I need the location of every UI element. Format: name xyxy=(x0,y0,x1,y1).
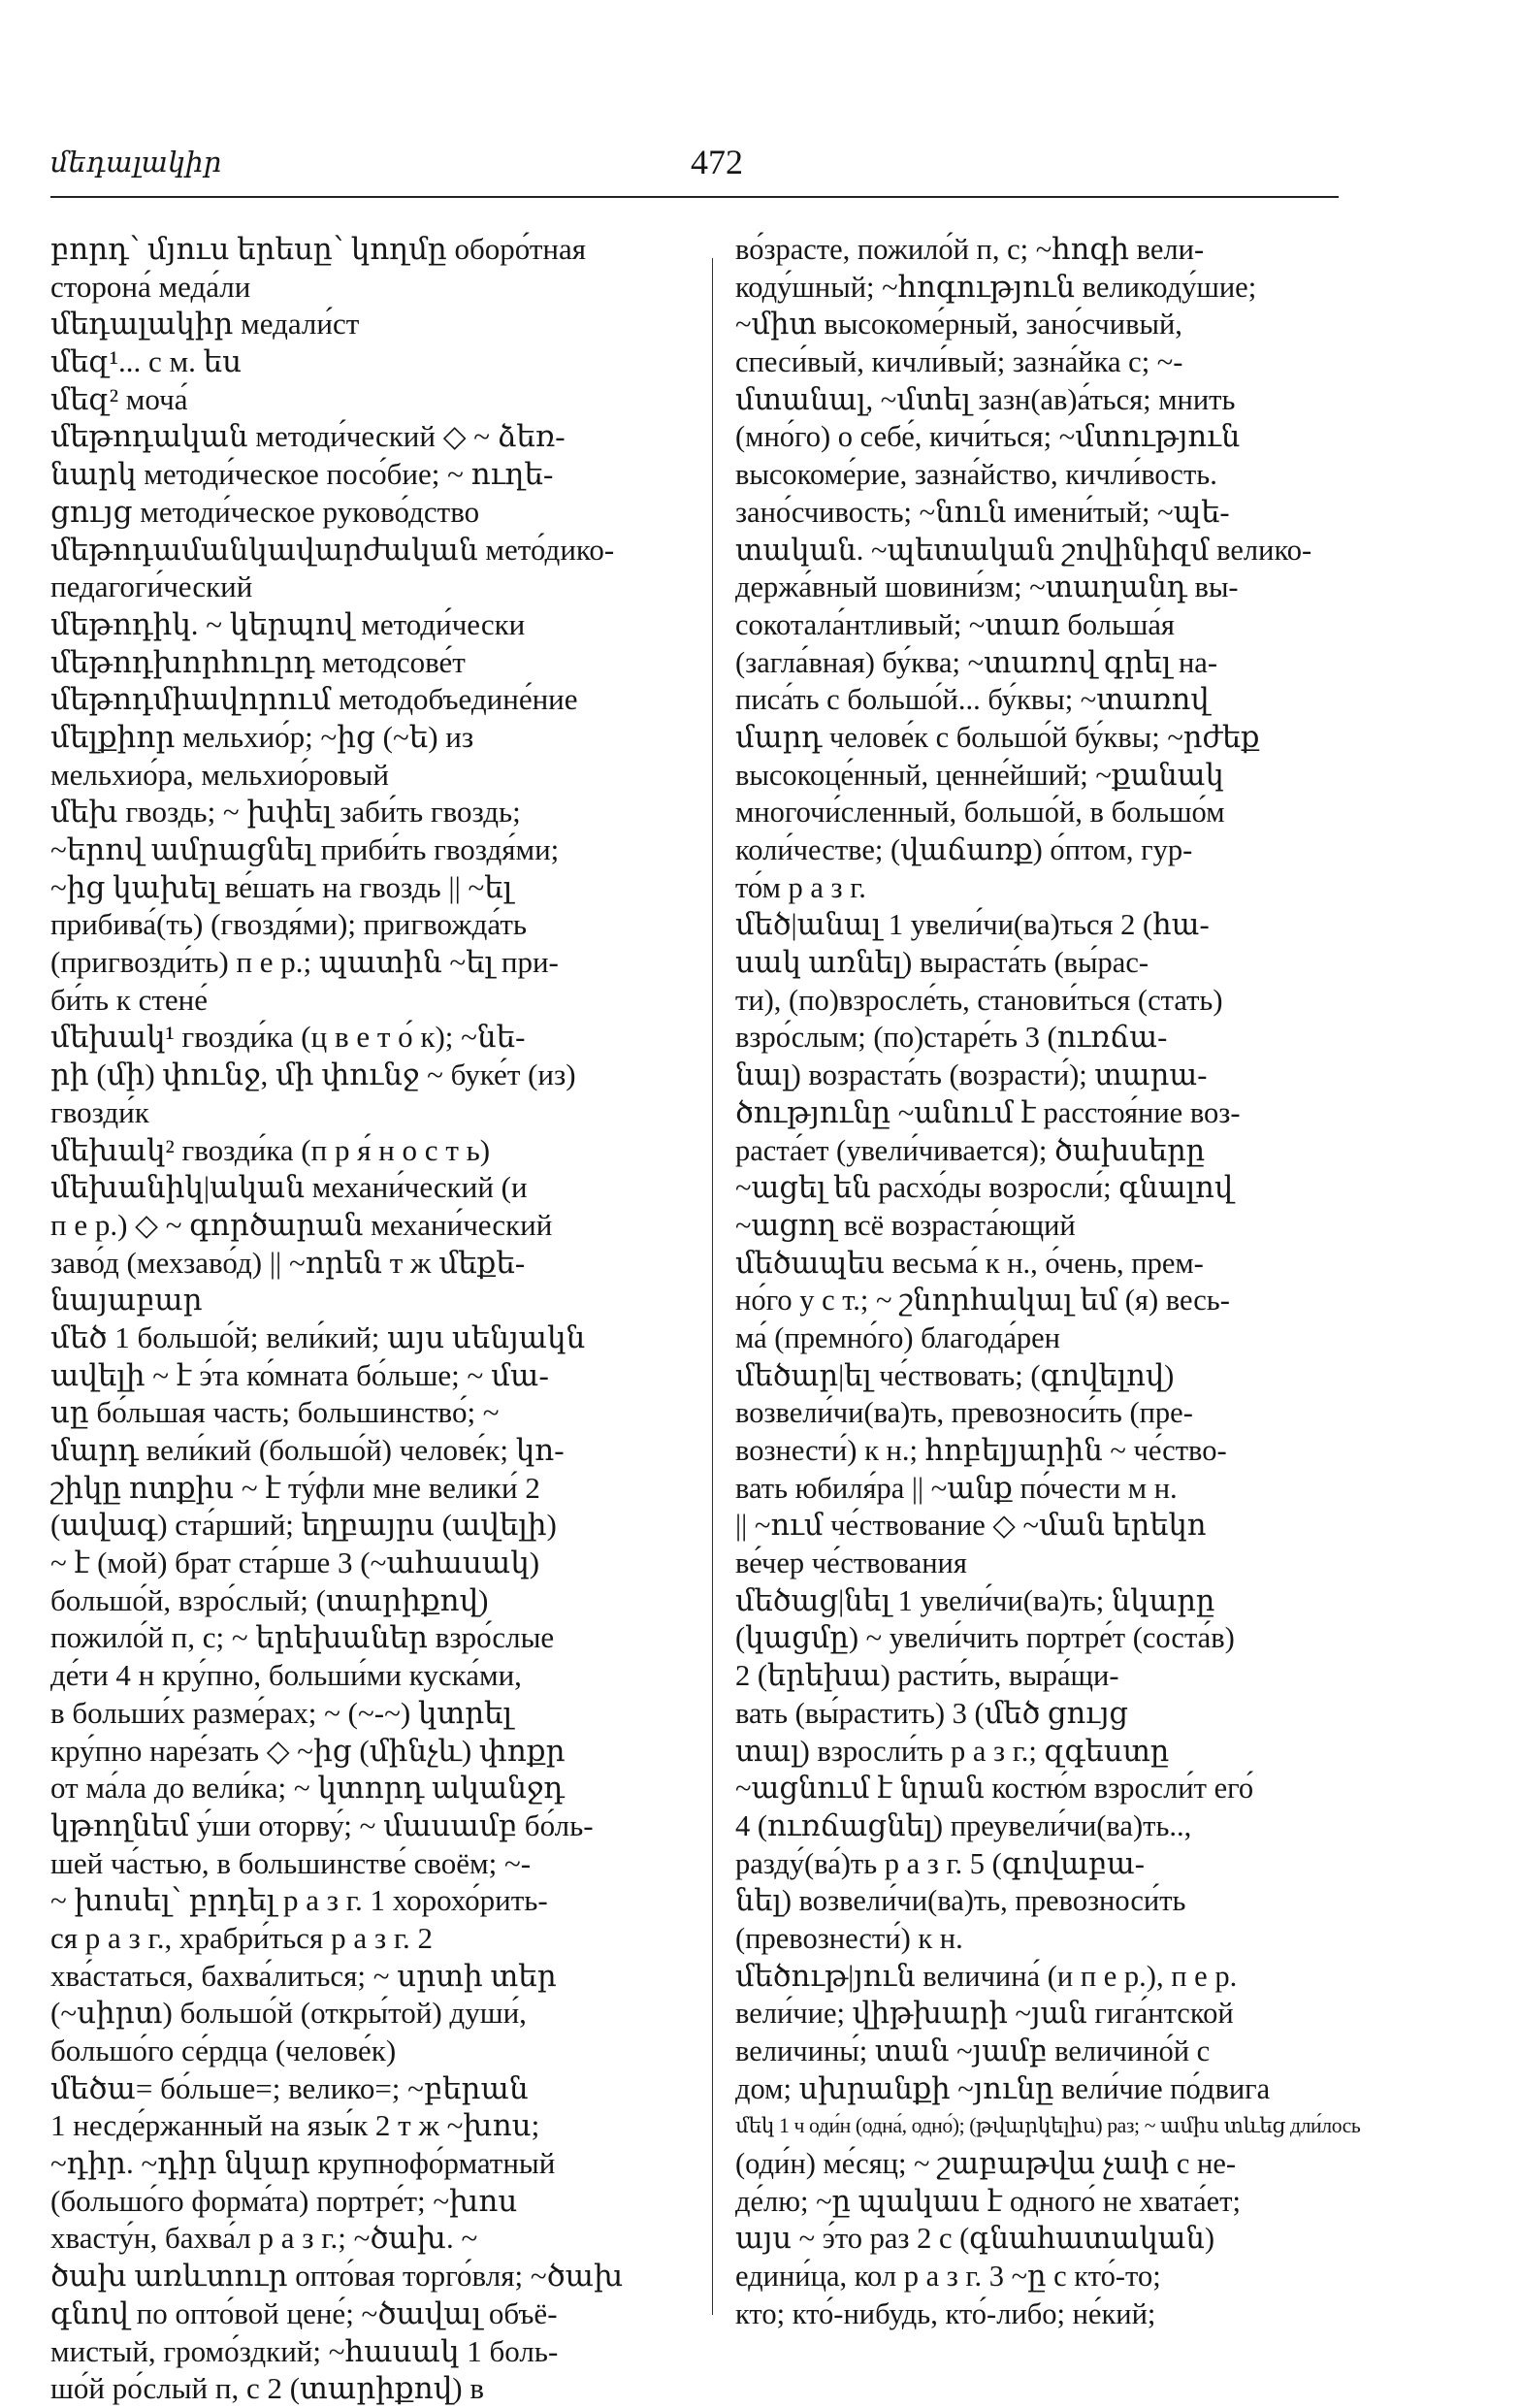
entry-line: մեծ|անալ 1 увели́чи(ва)ться 2 (հա- xyxy=(735,908,1210,942)
entry-line: բորդ՝ մյուս երեսը՝ կողմը оборо́тная xyxy=(50,232,587,266)
entry-line: возвели́чи(ва)ть, превозноси́ть (пре- xyxy=(735,1396,1193,1430)
left-column xyxy=(50,231,683,2408)
entry-line: мистый, громо́здкий; ~հասակ 1 боль- xyxy=(50,2333,559,2368)
entry-line: то́м р а з г. xyxy=(735,870,866,904)
entry-line: вать юбиля́ра || ~անք по́чести м н. xyxy=(735,1471,1178,1505)
entry-line: разду́(ва́)ть р а з г. 5 (գովաբա- xyxy=(735,1846,1145,1880)
entry-line: (превознести́) к н. xyxy=(735,1921,963,1955)
entry-line: մելքիոր мельхио́р; ~ից (~ե) из xyxy=(50,719,474,754)
entry-line: вознести́) к н.; հոբելյարին ~ че́ство- xyxy=(735,1434,1227,1467)
entry-line: մարդ вели́кий (большо́й) челове́к; կո- xyxy=(50,1433,565,1467)
entry-line: մեթոդխորհուրդ методсове́т xyxy=(50,644,466,679)
entry-line: гвозди́к xyxy=(50,1094,149,1129)
entry-line: մեծաց|նել 1 увели́чи(ва)ть; նկարը xyxy=(735,1583,1215,1617)
entry-line: де́ти 4 н кру́пно, больши́ми куска́ми, xyxy=(50,1658,522,1693)
entry-line: п е р.) ◇ ~ գործարան механи́ческий xyxy=(50,1207,553,1242)
entry-line: մեթոդական методи́ческий ◇ ~ ձեռ- xyxy=(50,419,566,454)
entry-line: писа́ть с большо́й... бу́квы; ~տառով xyxy=(735,683,1210,717)
entry-line: ~միտ высокоме́рный, зано́счивый, xyxy=(735,308,1182,342)
entry-line: высокоме́рие, зазна́йство, кичли́вость. xyxy=(735,458,1217,492)
entry-line: зано́счивость; ~նուն имени́тый; ~պե- xyxy=(735,495,1230,529)
entry-line: մեխ гвоздь; ~ խփել заби́ть гвоздь; xyxy=(50,795,521,830)
entry-line: вать (вы́растить) 3 (մեծ ցույց xyxy=(735,1696,1129,1730)
entry-line: մեծա= бо́льше=; велико=; ~բերան xyxy=(50,2070,529,2105)
entry-line: ~երով ամրացնել приби́ть гвоздя́ми; xyxy=(50,832,560,866)
entry-line: նել) возвели́чи(ва)ть, превозноси́ть xyxy=(735,1884,1186,1918)
entry-line: высокоце́нный, ценне́йший; ~քանակ xyxy=(735,758,1224,792)
entry-line: մեխակ² гвозди́ка (п р я́ н о с т ь) xyxy=(50,1132,491,1167)
entry-line: прибива́(ть) (гвоздя́ми); пригвожда́ть xyxy=(50,907,528,942)
entry-line: րի (մի) փունջ, մի փունջ ~ буке́т (из) xyxy=(50,1058,576,1092)
entry-line: մեթոդիկ. ~ կերպով методи́чески xyxy=(50,606,526,641)
entry-line: 4 (ուռճացնել) преувели́чи(ва)ть.., xyxy=(735,1808,1192,1842)
entry-line: сокотала́нтливый; ~տառ больша́я xyxy=(735,607,1175,641)
entry-line: (~սիրտ) большо́й (откры́той) души́, xyxy=(50,1996,527,2031)
page-header xyxy=(50,143,1339,186)
entry-line: большо́го се́рдца (челове́к) xyxy=(50,2034,397,2067)
entry-line: մեկ 1 ч оди́н (одна́, одно́); (թվարկելիս) раз; ~ ամիս տևեց дли́лось xyxy=(735,2114,1361,2138)
entry-line: մարդ челове́к с большо́й бу́квы; ~րժեք xyxy=(735,720,1260,754)
entry-line: կթողնեմ у́ши оторву́; ~ մասամբ бо́ль- xyxy=(50,1807,594,1842)
entry-line: (загла́вная) бу́ква; ~տառով գրել на- xyxy=(735,645,1217,679)
entry-line: спеси́вый, кичли́вый; зазна́йка с; ~- xyxy=(735,345,1183,379)
entry-line: ~ացնում է նրան костю́м взросли́т его́ xyxy=(735,1772,1254,1806)
entry-line: մեծ 1 большо́й; вели́кий; այս սենյակն xyxy=(50,1319,586,1354)
entry-line: ~դիր. ~դիր նկար крупнофо́рматный xyxy=(50,2146,556,2181)
header-rule xyxy=(50,196,1339,198)
entry-line: (оди́н) ме́сяц; ~ շաբաթվա չափ с не- xyxy=(735,2147,1237,2181)
entry-line: в больши́х разме́рах; ~ (~-~) կտրել xyxy=(50,1695,513,1730)
entry-line: едини́ца, кол р а з г. 3 ~ը с кто́-то; xyxy=(735,2260,1161,2294)
entry-line: ти), (по)взросле́ть, станови́ться (стать) xyxy=(735,983,1223,1017)
entry-line: (կացմը) ~ увели́чить портре́т (соста́в) xyxy=(735,1621,1235,1655)
entry-line: մեթոդամանկավարժական мето́дико- xyxy=(50,532,615,567)
entry-line: многочи́сленный, большо́й, в большо́м xyxy=(735,796,1225,830)
entry-line: ~ է (мой) брат ста́рше 3 (~ահասակ) xyxy=(50,1546,540,1580)
entry-line: ցույց методи́ческое руково́дство xyxy=(50,494,480,529)
entry-line: раста́ет (увели́чивается); ծախսերը xyxy=(735,1133,1206,1167)
running-head: մեդալակիր xyxy=(50,147,222,179)
entry-line: մեդալակիր медали́ст xyxy=(50,307,360,342)
entry-line: այս ~ э́то раз 2 с (գնահատական) xyxy=(735,2222,1215,2256)
entry-line: գնով по опто́вой цене́; ~ծավալ объё- xyxy=(50,2295,558,2330)
entry-line: педагоги́ческий xyxy=(50,569,253,604)
entry-line: дом; սխրանքի ~յունը вели́чие по́двига xyxy=(735,2071,1271,2105)
entry-line: держа́вный шовини́зм; ~տաղանդ вы- xyxy=(735,570,1239,604)
entry-line: ся р а з г., храбри́ться р а з г. 2 xyxy=(50,1920,434,1955)
entry-line: նարկ методи́ческое посо́бие; ~ ուղե- xyxy=(50,457,554,492)
entry-line: նայաբար xyxy=(50,1283,203,1318)
entry-line: մեխակ¹ гвозди́ка (ц в е т о́ к); ~նե- xyxy=(50,1020,526,1055)
entry-line: величины́; տան ~յամբ величино́й с xyxy=(735,2034,1211,2067)
entry-line: շիկը ոտքիս ~ է ту́фли мне велики́ 2 xyxy=(50,1470,540,1505)
entry-line: ~ից կախել ве́шать на гвоздь || ~ել xyxy=(50,869,513,904)
entry-line: ~ացել են расхо́ды возросли́; գնալով xyxy=(735,1171,1234,1205)
entry-line: մեզ¹... с м. ես xyxy=(50,344,243,379)
entry-line: хва́статься, бахва́литься; ~ սրտի տեր xyxy=(50,1958,557,1993)
entry-line: сторона́ меда́ли xyxy=(50,269,251,304)
entry-line: но́го у с т.; ~ շնորհակալ եմ (я) весь- xyxy=(735,1284,1230,1318)
entry-line: мельхио́ра, мельхио́ровый xyxy=(50,757,389,792)
entry-line: хвасту́н, бахва́л р а з г.; ~ծախ. ~ xyxy=(50,2221,478,2256)
entry-line: де́лю; ~ը պակաս է одного́ не хвата́ет; xyxy=(735,2184,1241,2218)
right-column xyxy=(735,231,1368,2333)
entry-line: ավելի ~ է э́та ко́мната бо́льше; ~ մա- xyxy=(50,1357,549,1392)
entry-line: 2 (երեխա) расти́ть, выра́щи- xyxy=(735,1659,1119,1693)
entry-line: մտանալ, ~մտել зазн(ав)а́ться; мнить xyxy=(735,382,1236,416)
entry-line: кто; кто́-нибудь, кто́-либо; не́кий; xyxy=(735,2296,1156,2330)
entry-line: մեծութ|յուն величина́ (и п е р.), п е р. xyxy=(735,1959,1238,1993)
entry-line: նալ) возраста́ть (возрасти́); տարա- xyxy=(735,1058,1208,1092)
entry-line: սակ առնել) выраста́ть (вы́рас- xyxy=(735,946,1149,980)
entry-line: (ավագ) ста́рший; եղբայրս (ավելի) xyxy=(50,1508,557,1543)
entry-line: 1 несде́ржанный на язы́к 2 т ж ~խոս; xyxy=(50,2108,540,2143)
entry-line: մեծար|ել че́ствовать; (գովելով) xyxy=(735,1358,1175,1392)
entry-line: մեխանիկ|ական механи́ческий (и xyxy=(50,1170,528,1205)
column-divider xyxy=(712,258,713,2315)
entry-line: տալ) взросли́ть р а з г.; զգեստը xyxy=(735,1734,1170,1768)
entry-line: մեծապես весьма́ к н., о́чень, прем- xyxy=(735,1246,1204,1280)
entry-line: (большо́го форма́та) портре́т; ~խոս xyxy=(50,2183,518,2218)
entry-line: большо́й, взро́слый; (տարիքով) xyxy=(50,1582,489,1617)
entry-line: пожило́й п, с; ~ երեխաներ взро́слые xyxy=(50,1620,555,1655)
entry-line: шей ча́стью, в большинстве́ своём; ~- xyxy=(50,1845,532,1880)
entry-line: во́зрасте, пожило́й п, с; ~հոգի вели- xyxy=(735,233,1205,266)
entry-line: кру́пно наре́зать ◇ ~ից (մինչև) փոքր xyxy=(50,1733,566,1768)
entry-line: (мно́го) о себе́, кичи́ться; ~մտություն xyxy=(735,420,1241,454)
entry-line: սը бо́льшая часть; большинство́; ~ xyxy=(50,1395,500,1430)
entry-line: коли́честве; (վաճառք) о́птом, гур- xyxy=(735,833,1193,866)
entry-line: տական. ~պետական շովինիզմ велико- xyxy=(735,533,1312,567)
entry-line: взро́слым; (по)старе́ть 3 (ուռճա- xyxy=(735,1021,1168,1055)
entry-line: ве́чер че́ствования xyxy=(735,1546,967,1580)
entry-line: մեզ² моча́ xyxy=(50,381,188,416)
entry-line: ма́ (премно́го) благода́рен xyxy=(735,1320,1060,1354)
entry-line: би́ть к стене́ xyxy=(50,982,209,1017)
entry-line: вели́чие; վիթխարի ~յան гига́нтской xyxy=(735,1997,1234,2031)
entry-line: от ма́ла до вели́ка; ~ կտորդ ականջդ xyxy=(50,1771,565,1806)
entry-line: մեթոդմիավորում методобъедине́ние xyxy=(50,682,578,717)
entry-line: шо́й ро́слый п, с 2 (տարիքով) в xyxy=(50,2371,484,2406)
entry-line: ~ացող всё возраста́ющий xyxy=(735,1208,1076,1242)
entry-line: ~ խոսել՝ բրդել р а з г. 1 хорохо́рить- xyxy=(50,1883,548,1918)
entry-line: ծախ առևտուր опто́вая торго́вля; ~ծախ xyxy=(50,2259,624,2294)
entry-line: (пригвозди́ть) п е р.; պատին ~ել при- xyxy=(50,945,559,980)
page-number: 472 xyxy=(691,143,743,181)
entry-line: ծությունը ~անում է расстоя́ние воз- xyxy=(735,1095,1241,1129)
entry-line: заво́д (мехзаво́д) || ~որեն т ж մեքե- xyxy=(50,1245,526,1280)
entry-line: коду́шный; ~հոգություն великоду́шие; xyxy=(735,270,1257,304)
entry-line: || ~ում че́ствование ◇ ~ման երեկո xyxy=(735,1509,1207,1543)
